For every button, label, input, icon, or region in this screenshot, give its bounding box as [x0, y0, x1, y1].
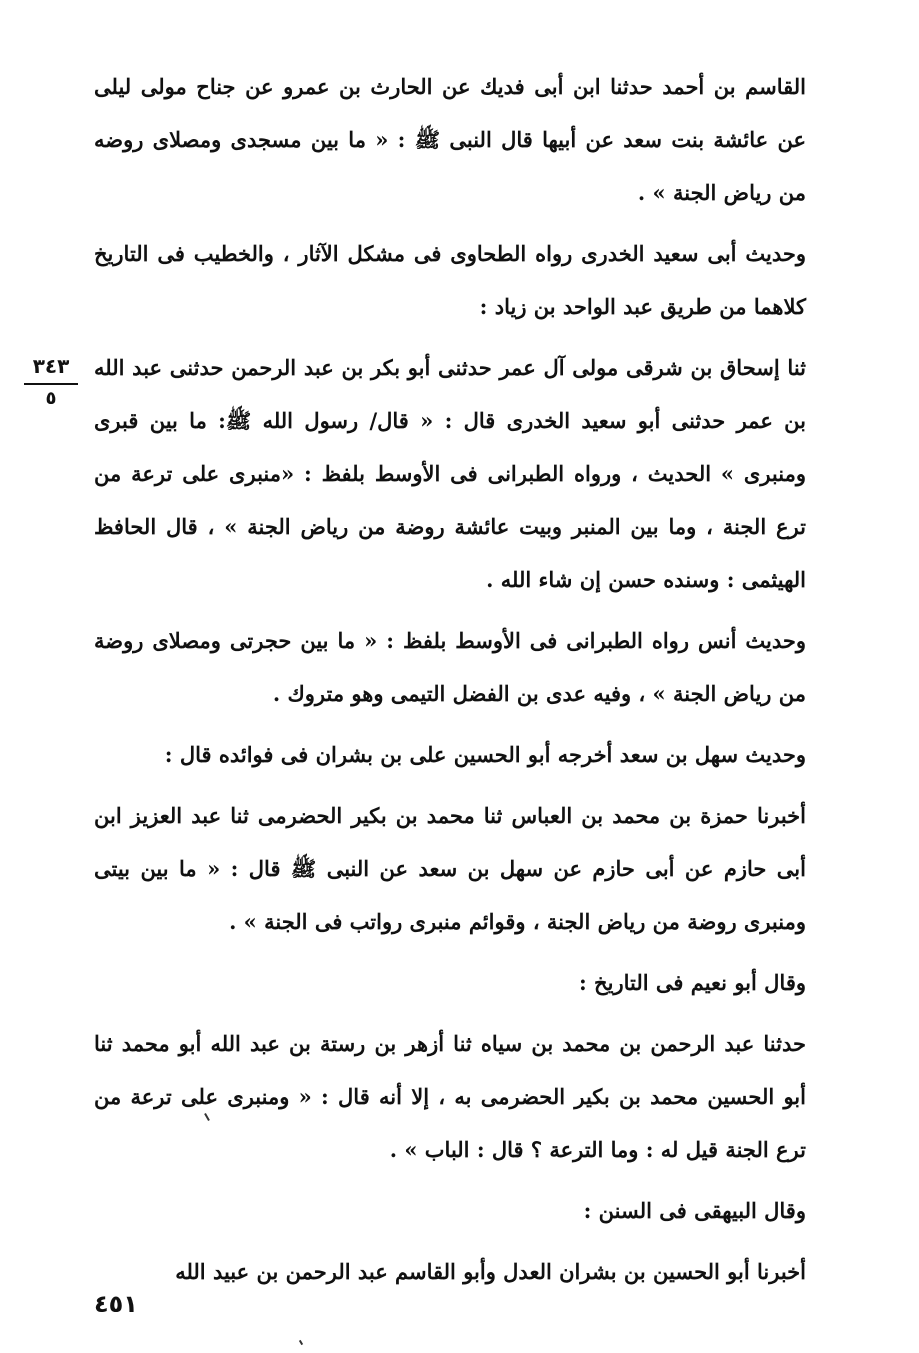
margin-reference-number: ٣٤٣ — [32, 354, 70, 378]
scan-speck — [299, 1340, 303, 1345]
paragraph: وحديث أبى سعيد الخدرى رواه الطحاوى فى مشكل الآثار ، والخطيب فى التاريخ كلاهما من طريق عبد الواحد بن زياد : — [94, 241, 806, 319]
page-number: ٤٥١ — [94, 1290, 138, 1318]
paragraph: وحديث سهل بن سعد أخرجه أبو الحسين على بن بشران فى فوائده قال : — [164, 742, 806, 767]
margin-reference-sub: ٥ — [45, 388, 57, 409]
margin-reference-rule — [24, 383, 78, 385]
margin-reference — [22, 352, 80, 410]
paragraph: أخبرنا حمزة بن محمد بن العباس ثنا محمد بن بكير الحضرمى ثنا عبد العزيز ابن أبى حازم عن أبى حازم عن سهل بن سعد عن النبى ﷺ قال : « ما بين بيتى ومنبرى روضة من رياض الجنة ، وقوائم منبرى رواتب فى الجنة » . — [94, 803, 806, 934]
paragraph: وقال البيهقى فى السنن : — [583, 1198, 806, 1223]
paragraph: حدثنا عبد الرحمن بن محمد بن سياه ثنا أزهر بن رستة بن عبد الله أبو محمد ثنا أبو الحسين محمد بن بكير الحضرمى به ، إلا أنه قال : « ومنبرى على ترعة من ترع الجنة قيل له : وما الترعة ؟ قال : الباب » . — [94, 1031, 806, 1162]
body-text — [94, 60, 806, 1298]
paragraph: وحديث أنس رواه الطبرانى فى الأوسط بلفظ : « ما بين حجرتى ومصلاى روضة من رياض الجنة » ، وفيه عدى بن الفضل التيمى وهو متروك . — [94, 628, 806, 706]
paragraph: وقال أبو نعيم فى التاريخ : — [578, 970, 806, 995]
paragraph: القاسم بن أحمد حدثنا ابن أبى فديك عن الحارث بن عمرو عن جناح مولى ليلى عن عائشة بنت سعد عن أبيها قال النبى ﷺ : « ما بين مسجدى ومصلاى روضه من رياض الجنة » . — [94, 74, 806, 205]
paragraph: ثنا إسحاق بن شرقى مولى آل عمر حدثنى أبو بكر بن عبد الرحمن حدثنى عبد الله بن عمر حدثنى أبو سعيد الخدرى قال : « قال/ رسول الله ﷺ: ما بين قبرى ومنبرى » الحديث ، ورواه الطبرانى فى الأوسط بلفظ : «منبرى على ترعة من ترع الجنة ، وما بين المنبر وبيت عائشة روضة من رياض الجنة » ، قال الحافظ الهيثمى : وسنده حسن إن شاء الله . — [94, 355, 806, 592]
paragraph: أخبرنا أبو الحسين بن بشران العدل وأبو القاسم عبد الرحمن بن عبيد الله — [175, 1259, 806, 1284]
